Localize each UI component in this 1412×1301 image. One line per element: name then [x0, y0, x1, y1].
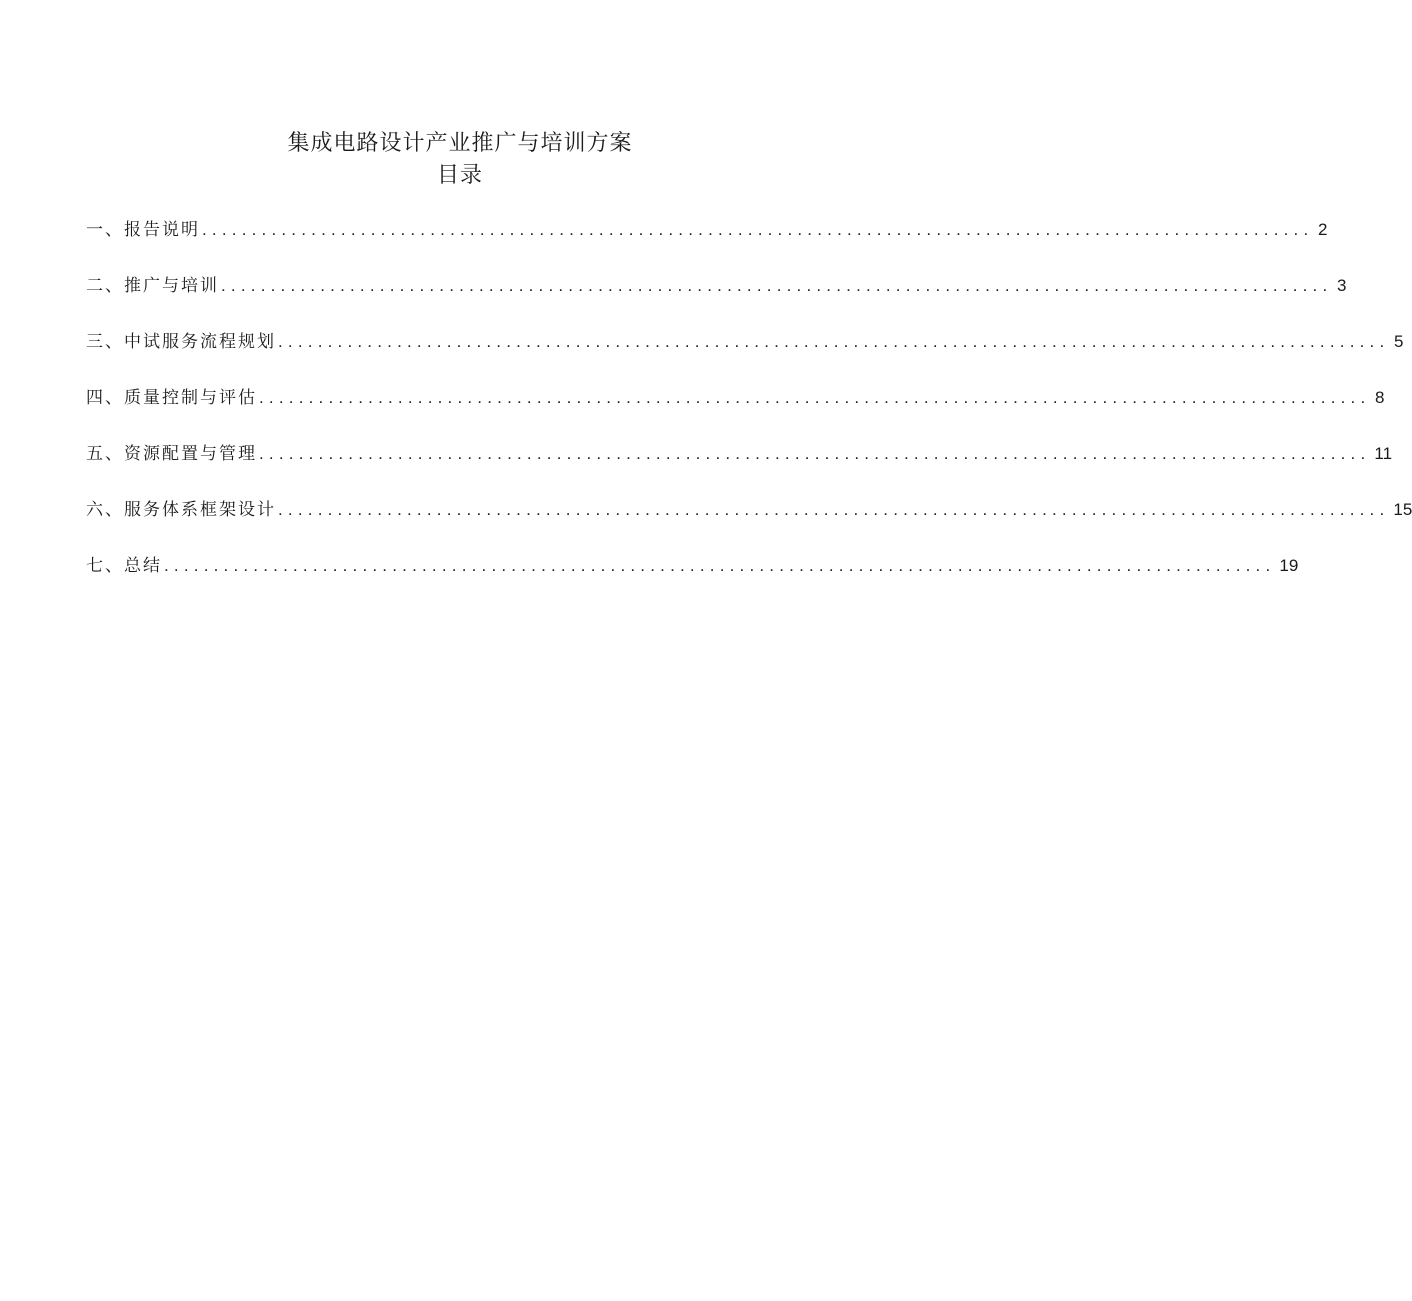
toc-entry-page: 5 [1393, 332, 1404, 351]
toc-entry-label: 五、资源配置与管理 [86, 444, 257, 464]
table-of-contents [86, 215, 1412, 607]
toc-entry-page: 2 [1317, 220, 1328, 239]
toc-entry-4[interactable] [86, 383, 1385, 439]
toc-entry-label: 六、服务体系框架设计 [86, 500, 276, 520]
toc-entry-page: 8 [1374, 388, 1385, 407]
toc-entry-3[interactable] [86, 327, 1404, 383]
toc-entry-6[interactable] [86, 495, 1412, 551]
toc-leader-dots: ................................................................................................................ [202, 220, 1314, 239]
toc-entry-page: 11 [1374, 444, 1393, 463]
toc-leader-dots: ................................................................................................................ [221, 276, 1333, 295]
document-title: 集成电路设计产业推广与培训方案 [287, 131, 633, 156]
toc-entry-label: 三、中试服务流程规划 [86, 332, 276, 352]
toc-entry-5[interactable] [86, 439, 1393, 495]
toc-entry-label: 四、质量控制与评估 [86, 388, 257, 408]
toc-entry-label: 七、总结 [86, 556, 162, 576]
toc-leader-dots: ................................................................................................................ [278, 500, 1390, 519]
toc-heading: 目录 [436, 163, 483, 188]
toc-entry-2[interactable] [86, 271, 1347, 327]
toc-entry-1[interactable] [86, 215, 1328, 271]
toc-entry-page: 15 [1393, 500, 1412, 519]
toc-entry-7[interactable] [86, 551, 1299, 607]
toc-entry-label: 一、报告说明 [86, 220, 200, 240]
toc-leader-dots: ................................................................................................................ [278, 332, 1390, 351]
toc-entry-label: 二、推广与培训 [86, 276, 219, 296]
toc-leader-dots: ................................................................................................................ [259, 444, 1371, 463]
toc-entry-page: 19 [1279, 556, 1299, 575]
toc-leader-dots: ................................................................................................................ [164, 556, 1276, 575]
toc-entry-page: 3 [1336, 276, 1347, 295]
toc-leader-dots: ................................................................................................................ [259, 388, 1371, 407]
